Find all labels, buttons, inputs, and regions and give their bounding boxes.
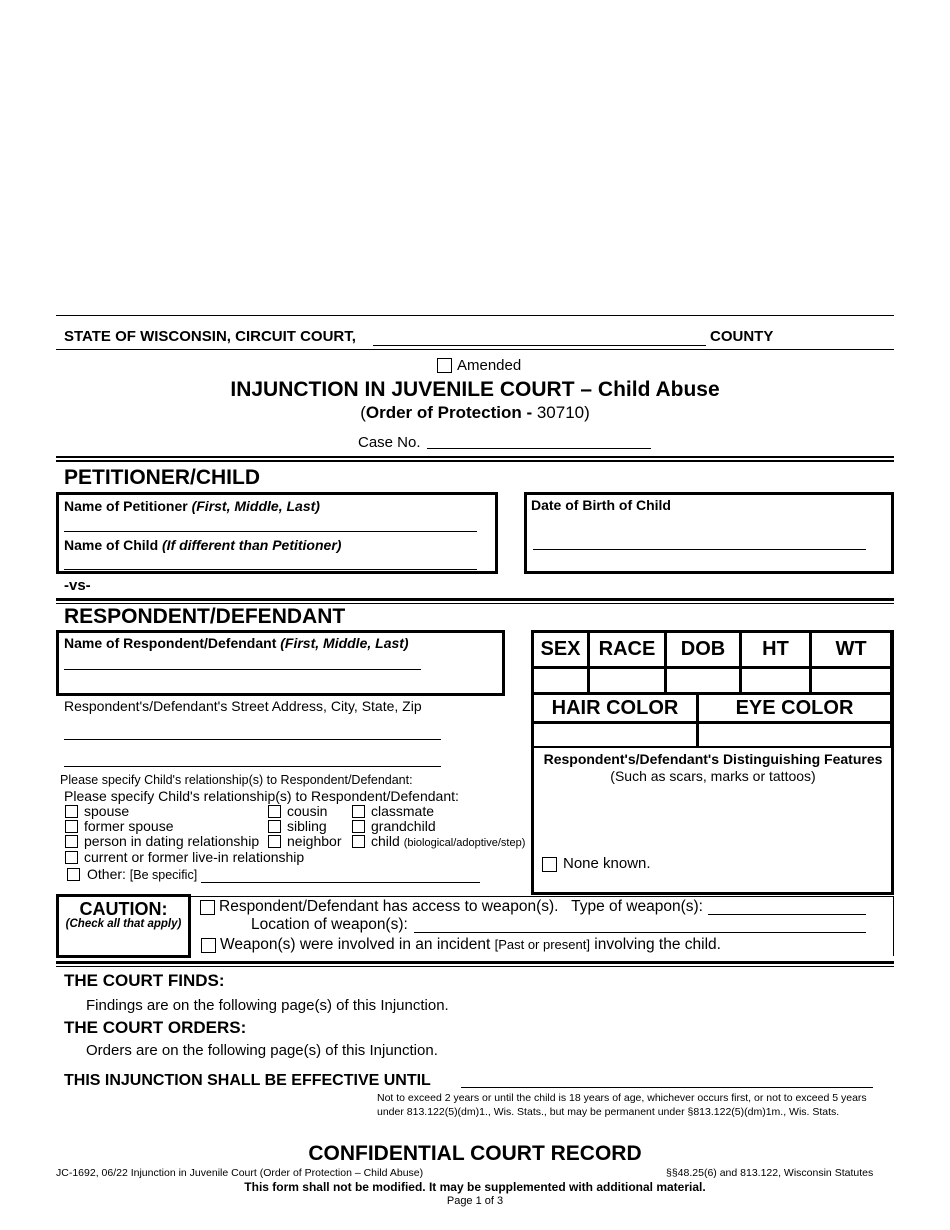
respondent-heading: RESPONDENT/DEFENDANT xyxy=(64,605,346,628)
weapons-incident-label xyxy=(220,936,721,954)
respondent-name-text: Name of Respondent/Defendant xyxy=(64,635,277,651)
petitioner-name-field[interactable] xyxy=(64,514,477,532)
weapons-access-checkbox[interactable] xyxy=(200,900,215,915)
child-name-field[interactable] xyxy=(64,553,477,570)
effective-note-1: Not to exceed 2 years or until the child is 18 years of age, whichever occurs first, or not to exceed 5 years xyxy=(377,1092,867,1104)
other-label xyxy=(87,866,197,882)
state-court-label: STATE OF WISCONSIN, CIRCUIT COURT, xyxy=(64,328,356,345)
sibling-label: sibling xyxy=(287,818,327,834)
weapon-location-label: Location of weapon(s): xyxy=(251,916,408,933)
address-label: Respondent's/Defendant's Street Address, City, State, Zip xyxy=(64,698,422,714)
eye-color-header: EYE COLOR xyxy=(697,693,892,723)
court-finds-text: Findings are on the following page(s) of this Injunction. xyxy=(86,997,449,1014)
dob-value[interactable] xyxy=(665,667,741,694)
petitioner-name-text: Name of Petitioner xyxy=(64,498,188,514)
address-field-2[interactable] xyxy=(64,748,441,767)
weapons-access-label xyxy=(219,898,703,916)
cousin-checkbox[interactable] xyxy=(268,805,281,818)
amended-checkbox[interactable] xyxy=(437,358,452,373)
grandchild-label: grandchild xyxy=(371,818,436,834)
incident-text-b: involving the child. xyxy=(594,936,721,953)
other-text: Other: xyxy=(87,866,126,882)
subtitle-open: ( xyxy=(360,403,366,422)
vs-label: -vs- xyxy=(64,577,91,594)
amended-label: Amended xyxy=(457,357,522,374)
livein-label: current or former live-in relationship xyxy=(84,849,305,865)
hair-color-value[interactable] xyxy=(532,722,698,748)
case-no-field[interactable] xyxy=(427,430,651,449)
caution-title: CAUTION: xyxy=(79,899,168,919)
wt-header: WT xyxy=(810,631,892,668)
features-title: Respondent's/Defendant's Distinguishing Features xyxy=(543,751,883,767)
court-rule xyxy=(56,961,894,967)
subtitle-code: 30710) xyxy=(536,403,590,422)
ht-value[interactable] xyxy=(740,667,811,694)
spouse-label: spouse xyxy=(84,803,130,819)
child-dob-field[interactable] xyxy=(533,530,866,550)
former-spouse-checkbox[interactable] xyxy=(65,820,78,833)
statutes: §§48.25(6) and 813.122, Wisconsin Statutes xyxy=(666,1167,874,1179)
ht-header: HT xyxy=(740,631,811,668)
child-checkbox[interactable] xyxy=(352,835,365,848)
child-option-label xyxy=(371,833,525,849)
header-rule xyxy=(56,349,894,350)
child-option-text: child xyxy=(371,833,400,849)
features-hint: (Such as scars, marks or tattoos) xyxy=(610,768,816,784)
child-name-hint: (If different than Petitioner) xyxy=(162,537,342,553)
respondent-name-label xyxy=(64,635,409,651)
child-option-hint: (biological/adoptive/step) xyxy=(403,837,526,849)
race-header: RACE xyxy=(588,631,666,668)
dating-label: person in dating relationship xyxy=(84,833,260,849)
other-hint: [Be specific] xyxy=(129,868,198,882)
county-label: COUNTY xyxy=(710,328,774,345)
child-name-label xyxy=(64,537,341,553)
form-id: JC-1692, 06/22 Injunction in Juvenile Court (Order of Protection – Child Abuse) xyxy=(56,1167,424,1179)
sex-header: SEX xyxy=(532,631,589,668)
effective-until-field[interactable] xyxy=(461,1070,873,1088)
weapon-type-field[interactable] xyxy=(708,897,866,915)
confidential-record: CONFIDENTIAL COURT RECORD xyxy=(308,1142,642,1165)
caution-hint: (Check all that apply) xyxy=(65,918,182,930)
none-known-label: None known. xyxy=(563,855,651,872)
hair-color-header: HAIR COLOR xyxy=(532,693,698,723)
other-checkbox[interactable] xyxy=(67,868,80,881)
effective-until-label: THIS INJUNCTION SHALL BE EFFECTIVE UNTIL xyxy=(64,1072,431,1089)
section-rule-petitioner xyxy=(56,456,894,462)
top-rule xyxy=(56,315,894,316)
court-orders-heading: THE COURT ORDERS: xyxy=(64,1018,247,1037)
sex-value[interactable] xyxy=(532,667,589,694)
sibling-checkbox[interactable] xyxy=(268,820,281,833)
classmate-label: classmate xyxy=(371,803,435,819)
child-dob-label: Date of Birth of Child xyxy=(531,497,671,513)
respondent-name-hint: (First, Middle, Last) xyxy=(280,635,409,651)
court-orders-text: Orders are on the following page(s) of this Injunction. xyxy=(86,1042,438,1059)
dating-checkbox[interactable] xyxy=(65,835,78,848)
address-field-1[interactable] xyxy=(64,720,441,740)
section-rule-respondent xyxy=(56,598,894,604)
spouse-checkbox[interactable] xyxy=(65,805,78,818)
incident-text-a: Weapon(s) were involved in an incident xyxy=(220,936,491,953)
form-subtitle xyxy=(0,403,950,423)
page-number: Page 1 of 3 xyxy=(446,1195,504,1207)
weapon-location-field[interactable] xyxy=(414,915,866,933)
form-title: INJUNCTION IN JUVENILE COURT – Child Abuse xyxy=(230,378,720,401)
neighbor-checkbox[interactable] xyxy=(268,835,281,848)
dob-header: DOB xyxy=(665,631,741,668)
court-finds-heading: THE COURT FINDS: xyxy=(64,971,225,990)
petitioner-heading: PETITIONER/CHILD xyxy=(64,466,261,489)
modify-notice: This form shall not be modified. It may be supplemented with additional material. xyxy=(244,1180,706,1194)
former-spouse-label: former spouse xyxy=(84,818,174,834)
race-value[interactable] xyxy=(588,667,666,694)
respondent-name-field[interactable] xyxy=(64,652,421,670)
petitioner-name-label xyxy=(64,498,320,514)
effective-note-2: under 813.122(5)(dm)1., Wis. Stats., but may be permanent under §813.122(5)(dm)1m., Wis. Stats. xyxy=(377,1106,840,1118)
subtitle-bold: Order of Protection - xyxy=(365,403,537,422)
county-field[interactable] xyxy=(373,327,706,346)
weapons-incident-checkbox[interactable] xyxy=(201,938,216,953)
livein-checkbox[interactable] xyxy=(65,851,78,864)
cousin-label: cousin xyxy=(287,803,328,819)
eye-color-value[interactable] xyxy=(697,722,892,748)
child-name-text: Name of Child xyxy=(64,537,159,553)
weapons-access-text: Respondent/Defendant has access to weapon(s). xyxy=(219,898,559,915)
classmate-checkbox[interactable] xyxy=(352,805,365,818)
grandchild-checkbox[interactable] xyxy=(352,820,365,833)
incident-hint: [Past or present] xyxy=(494,937,590,952)
none-known-checkbox[interactable] xyxy=(542,857,557,872)
neighbor-label: neighbor xyxy=(287,833,342,849)
petitioner-name-hint: (First, Middle, Last) xyxy=(191,498,320,514)
wt-value[interactable] xyxy=(810,667,892,694)
weapon-type-text: Type of weapon(s): xyxy=(571,898,703,915)
case-no-label: Case No. xyxy=(358,434,421,451)
relationship-note: Please specify Child's relationship(s) to Respondent/Defendant: xyxy=(60,773,413,787)
caution-rule-right xyxy=(893,896,894,956)
other-field[interactable] xyxy=(201,866,480,883)
relationship-note-2: Please specify Child's relationship(s) to Respondent/Defendant: xyxy=(64,788,459,804)
